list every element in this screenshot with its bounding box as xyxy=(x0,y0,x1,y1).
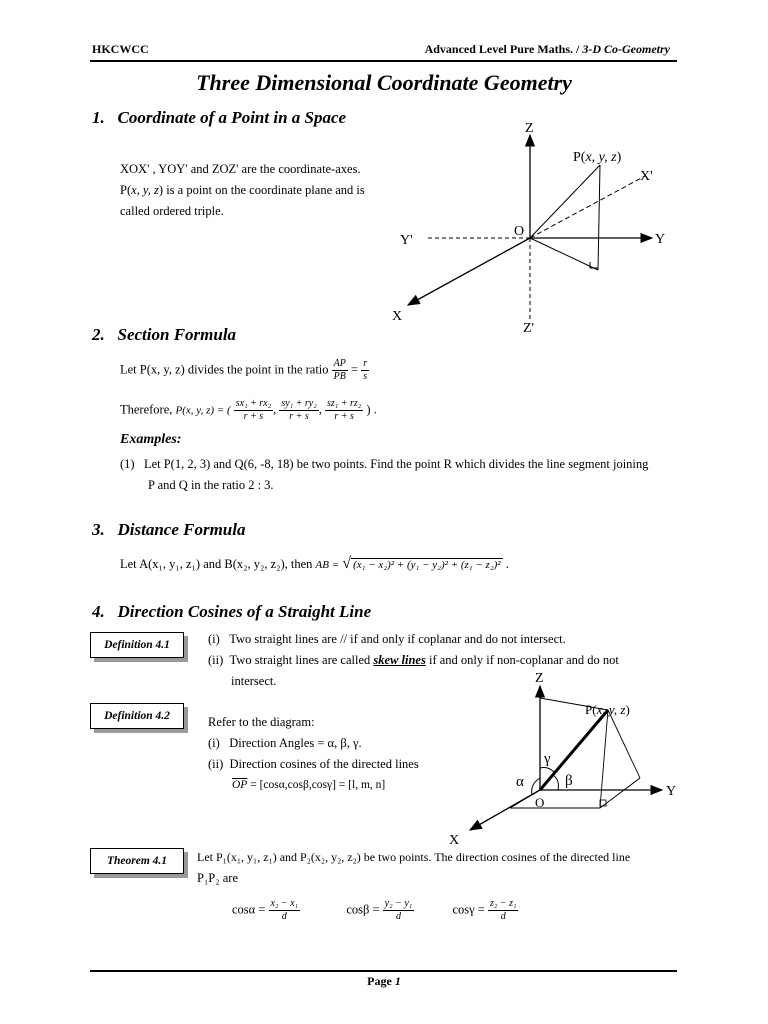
ratio-pb: PB xyxy=(333,371,346,382)
definition-4-1-i-num: (i) xyxy=(208,632,220,646)
fraction-z xyxy=(325,398,363,423)
section-1-line-2-vars: x, y, z xyxy=(131,183,159,197)
label-p-post: ) xyxy=(616,150,622,165)
label-p-pre: P( xyxy=(573,150,586,165)
distance-end: . xyxy=(505,557,509,571)
definition-4-2-label: Definition 4.2 xyxy=(90,703,184,729)
cos-beta-label: cosβ = xyxy=(346,902,380,917)
section-4-number: 4. xyxy=(92,602,105,621)
section-3-number: 3. xyxy=(92,520,105,539)
label-z: Z xyxy=(525,121,534,136)
formula-end: ) . xyxy=(366,402,377,417)
therefore-text: Therefore, xyxy=(120,402,173,417)
theorem-4-1-line-2: P₁P₂ are xyxy=(197,871,239,885)
label-o: O xyxy=(514,224,525,239)
label-y-2: Y xyxy=(666,784,677,799)
cos-gamma-fraction xyxy=(488,898,518,923)
cos-beta-num: y₂ − y₁ xyxy=(384,898,413,909)
section-2-heading xyxy=(92,325,236,345)
section-formula-line: Therefore, P(x, y, z) = ( $\frac{\text{sx₁ + rx₂}}{r + s}$ , $\frac{\text{sy₁ + ry₂}}{r + s}$ , $\frac{\text{sz₁ + rz₂}}{r + s}$ ) . xyxy=(120,398,377,422)
projection-foot xyxy=(530,238,598,270)
label-p-vars: x, y, z xyxy=(585,150,617,165)
projection-vertical xyxy=(598,165,600,270)
cos-beta-den: d xyxy=(383,910,415,923)
definition-4-1-i xyxy=(208,629,674,650)
distance-radicand: (x₁ − x₂)² + (y₁ − y₂)² + (z₁ − z₂)² xyxy=(353,559,501,571)
fraction-x-den: r + s xyxy=(234,410,273,423)
fraction-x xyxy=(234,398,273,423)
direction-cosines-diagram xyxy=(440,668,690,848)
formula-lhs: P(x, y, z) = ( xyxy=(175,404,231,417)
section-4-heading xyxy=(92,602,371,622)
direction-cosines-formulas xyxy=(232,898,518,923)
label-x-2: X xyxy=(449,833,460,848)
header-right xyxy=(425,42,670,57)
example-1-number: (1) xyxy=(120,457,135,471)
section-4-title: Direction Cosines of a Straight Line xyxy=(117,602,372,621)
example-1-text: Let P(1, 2, 3) and Q(6, -8, 18) be two points. Find the point R which divides the line segment joining xyxy=(143,457,649,471)
label-x-prime: X' xyxy=(640,169,653,184)
theorem-4-1-label: Theorem 4.1 xyxy=(90,848,184,874)
header-left: HKCWCC xyxy=(92,42,149,56)
beta-arc xyxy=(553,775,558,790)
footer-rule xyxy=(90,970,677,972)
coordinate-axes-diagram xyxy=(390,110,690,340)
section-1-title: Coordinate of a Point in a Space xyxy=(117,108,347,127)
example-1 xyxy=(120,454,680,496)
definition-4-1-ii-num: (ii) xyxy=(208,653,224,667)
label-z-2: Z xyxy=(535,671,544,686)
page-title: Three Dimensional Coordinate Geometry xyxy=(196,70,572,95)
section-1-line-3: called ordered triple. xyxy=(120,204,224,218)
fraction-y xyxy=(279,398,318,423)
page-label: Page xyxy=(367,974,392,988)
label-y: Y xyxy=(655,232,666,247)
distance-text: Let A(x₁, y₁, z₁) and B(x₂, y₂, z₂), then xyxy=(120,557,313,571)
vector-eq: = [cosα,cosβ,cosγ] = [l, m, n] xyxy=(250,779,386,791)
definition-4-2-i-text: Direction Angles = α, β, γ. xyxy=(229,736,362,750)
projection-op xyxy=(530,165,600,238)
fraction-y-den: r + s xyxy=(279,410,318,423)
definition-4-1-ii-line-2: intersect. xyxy=(231,674,277,688)
page-number xyxy=(0,974,768,989)
fraction-z-den: r + s xyxy=(325,410,363,423)
label-alpha: α xyxy=(516,774,524,790)
section-1-line-2-suffix: ) is a point on the coordinate plane and is xyxy=(158,183,365,197)
section-1-text xyxy=(120,159,390,222)
box-vertical xyxy=(600,710,608,808)
section-1-number: 1. xyxy=(92,108,105,127)
section-2-ratio-line: Let P(x, y, z) divides the point in the ratio $\frac{AP}{PB}$ = $\frac{r}{s}$ xyxy=(120,358,368,382)
definition-4-1-ii-pre: Two straight lines are called xyxy=(229,653,371,667)
section-3-heading xyxy=(92,520,246,540)
box-right xyxy=(608,710,640,778)
ratio-r: r xyxy=(363,358,368,369)
definition-4-2-ii-num: (ii) xyxy=(208,757,224,771)
section-1-heading xyxy=(92,108,346,128)
header-right-prefix: Advanced Level Pure Maths. / xyxy=(424,42,580,56)
section-3-title: Distance Formula xyxy=(117,520,246,539)
cos-gamma-label: cosγ = xyxy=(452,902,485,917)
ratio-ap-pb xyxy=(332,358,348,383)
ratio-s: s xyxy=(363,371,368,382)
cos-gamma-num: z₂ − z₁ xyxy=(490,898,517,909)
x-prime-axis xyxy=(530,176,645,238)
cos-beta-fraction xyxy=(383,898,415,923)
fraction-y-num: sy₁ + ry₂ xyxy=(281,398,317,409)
section-2-title: Section Formula xyxy=(117,325,237,344)
label-y-prime: Y' xyxy=(400,233,413,248)
label-beta: β xyxy=(565,773,573,789)
definition-4-2-i-num: (i) xyxy=(208,736,220,750)
fraction-z-num: sz₁ + rz₂ xyxy=(326,398,362,409)
ratio-ap: AP xyxy=(333,358,346,369)
header-right-italic: 3-D Co-Geometry xyxy=(582,42,670,56)
cos-alpha-num: x₂ − x₁ xyxy=(270,898,299,909)
label-p-2 xyxy=(585,702,630,717)
cos-alpha-den: d xyxy=(269,910,301,923)
skew-lines-term: skew lines xyxy=(373,653,426,667)
section-1-line-2 xyxy=(120,180,390,201)
sqrt-symbol: √ xyxy=(342,555,352,572)
page-num: 1 xyxy=(394,974,401,988)
label-p-2-pre: P( xyxy=(585,702,597,717)
fraction-x-num: sx₁ + rx₂ xyxy=(235,398,272,409)
label-p-2-vars: x, y, z xyxy=(596,702,626,717)
section-1-line-2-prefix: P( xyxy=(120,183,132,197)
x-axis xyxy=(408,238,530,305)
distance-lhs: AB = xyxy=(315,559,340,571)
definition-4-2-ii-text: Direction cosines of the directed lines xyxy=(229,757,419,771)
definition-4-1-i-text: Two straight lines are // if and only if coplanar and do not intersect. xyxy=(229,632,566,646)
cos-gamma-den: d xyxy=(488,910,518,923)
cos-alpha-fraction xyxy=(269,898,301,923)
examples-label: Examples: xyxy=(120,432,182,447)
ratio-r-s xyxy=(361,358,369,383)
vector-op: $\overline{OP}$ xyxy=(232,779,248,791)
definition-4-1-label: Definition 4.1 xyxy=(90,632,184,658)
theorem-4-1-body xyxy=(197,847,677,889)
section-1-line-1: XOX' , YOY' and ZOZ' are the coordinate-axes. xyxy=(120,162,361,176)
label-p-2-post: ) xyxy=(625,702,630,717)
label-o-2: O xyxy=(535,795,545,810)
label-gamma: γ xyxy=(544,751,551,767)
label-z-prime: Z' xyxy=(523,321,535,336)
gamma-arc xyxy=(540,768,554,773)
definition-4-1-ii-post: if and only if non-coplanar and do not xyxy=(428,653,619,667)
example-1-line-2: P and Q in the ratio 2 : 3. xyxy=(148,478,274,492)
vector-op-line xyxy=(540,710,608,790)
theorem-4-1-line-1: Let P₁(x₁, y₁, z₁) and P₂(x₂, y₂, z₂) be two points. The direction cosines of the directed line xyxy=(197,850,631,864)
label-p xyxy=(573,150,622,165)
definition-4-2-refer: Refer to the diagram: xyxy=(208,715,315,729)
section-2-let-text: Let P(x, y, z) divides the point in the ratio xyxy=(120,362,329,377)
label-x: X xyxy=(392,309,403,324)
distance-formula-line xyxy=(120,553,509,576)
header-rule xyxy=(90,60,677,62)
cos-alpha-label: cosα = xyxy=(232,902,266,917)
example-1-line-1 xyxy=(120,454,680,475)
section-2-number: 2. xyxy=(92,325,105,344)
